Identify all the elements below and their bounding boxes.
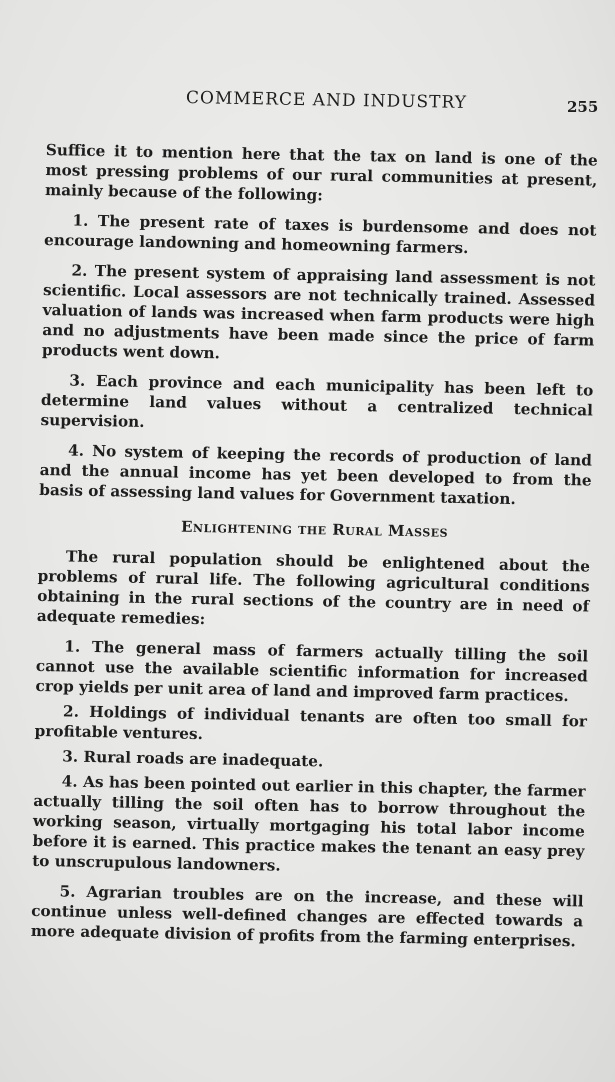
rural-item-5: 5. Agrarian troubles are on the increase, and these will continue unless well-defined changes are effected towards a more adequate division of profits from the farming enterprises.: [30, 882, 584, 951]
tax-item-1: 1. The present rate of taxes is burdensome and does not encourage landowning and homeowning farmers.: [43, 211, 597, 258]
tax-item-4: 4. No system of keeping the records of production of land and the annual income has yet been developed to from the basis of assessing land values for Government taxation.: [39, 441, 593, 509]
rural-item-1: 1. The general mass of farmers actually tilling the soil cannot use the available scientific information for increased crop yields per unit area of land and improved farm practices.: [35, 637, 589, 706]
running-head: COMMERCE AND INDUSTRY: [185, 88, 468, 113]
tax-item-2: 2. The present system of appraising land assessment is not scientific. Local assessors are not technically trained. Assessed valuation of lands was increased when farm products were high and no adjustments have been made since the price of farm products went down.: [41, 261, 596, 363]
page-body: [30, 140, 597, 961]
tax-item-3: 3. Each province and each municipality has been left to determine land values without a centralized technical supervision.: [40, 371, 594, 431]
section-heading: Enlightening the Rural Masses: [180, 517, 449, 541]
page-number: 255: [567, 98, 599, 116]
rural-item-3: 3. Rural roads are inadequate.: [61, 747, 324, 771]
rural-item-2: 2. Holdings of individual tenants are often too small for profitable ventures.: [34, 702, 588, 744]
rural-item-4: 4. As has been pointed out earlier in this chapter, the farmer actually tilling the soil often has to borrow throughout the working season, virtually mortgaging his total labor income before it is earned. This practice makes the tenant an easy prey to unscrupulous landowners.: [31, 772, 586, 875]
page-header: [0, 86, 615, 116]
intro-paragraph: Suffice it to mention here that the tax on land is one of the most pressing problems of our rural communities at present, mainly because of the following:: [44, 140, 598, 205]
section-intro-paragraph: The rural population should be enlightened about the problems of rural life. The following agricultural conditions obtaining in the rural sections of the country are in need of adequate remedies:: [36, 547, 591, 629]
